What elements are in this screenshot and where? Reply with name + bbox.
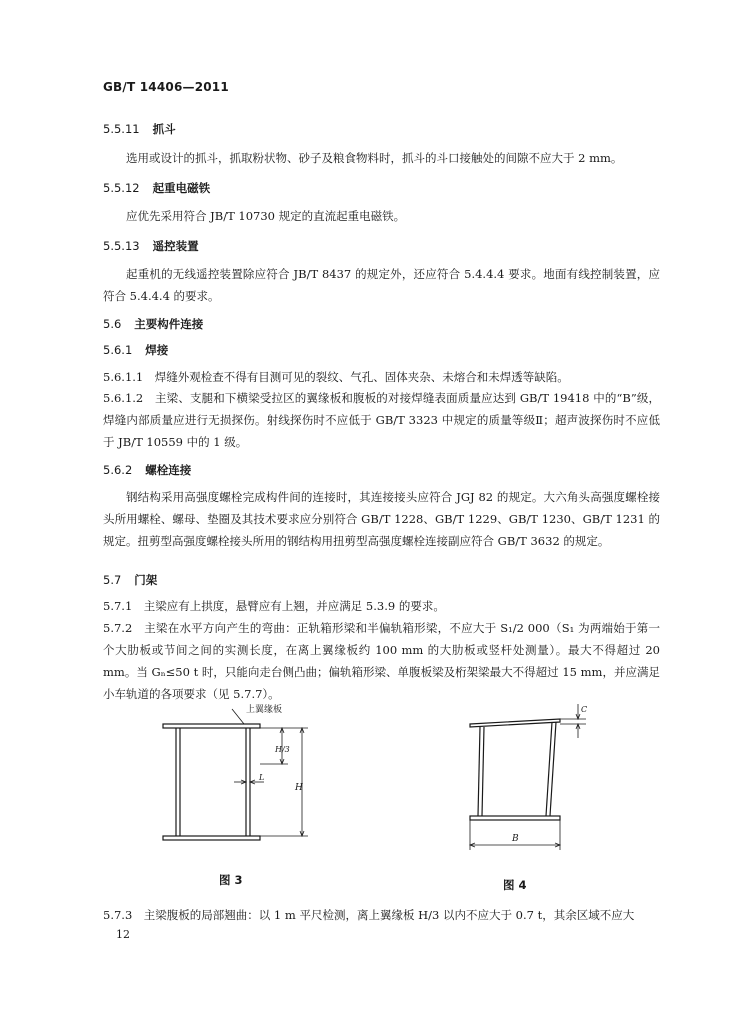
section-number: 5.6.1 <box>103 343 133 357</box>
label-h-third: H/3 <box>275 745 290 754</box>
label-h: H <box>295 783 303 793</box>
label-l: L <box>259 773 265 782</box>
tilted-top-flange <box>470 719 560 727</box>
section-number: 5.5.13 <box>103 239 140 253</box>
section-title: 门架 <box>134 573 158 587</box>
bottom-flange <box>470 816 560 820</box>
section-number: 5.6.2 <box>103 463 133 477</box>
section-title: 主要构件连接 <box>134 317 204 331</box>
paragraph-grab: 选用或设计的抓斗，抓取粉状物、砂子及粮食物料时，抓斗的斗口接触处的间隙不应大于 2 mm。 <box>126 151 623 165</box>
label-b: B <box>512 834 519 844</box>
figure-3-caption: 图 3 <box>219 873 243 887</box>
section-heading-5-6 <box>103 316 203 332</box>
paragraph-horizontal-bending: 5.7.2 主梁在水平方向产生的弯曲：正轨箱形梁和半偏轨箱形梁，不应大于 S₁/2 000（S₁ 为两端始于第一个大肋板或节间之间的实测长度，在离上翼缘板约 100 mm 的大肋板或竖杆处测量）。最大不得超过 20 mm。当 Gₙ≤50 t 时，只能向走台侧凸曲；偏轨箱形梁、单腹板梁及桁架梁最大不得超过 15 mm，并应满足小车轨道的各项要求（见 5.7.7）。 <box>103 621 660 701</box>
paragraph-camber: 5.7.1 主梁应有上拱度，悬臂应有上翘，并应满足 5.3.9 的要求。 <box>103 599 445 613</box>
bottom-flange <box>163 836 260 840</box>
section-number: 5.5.11 <box>103 122 140 136</box>
label-c: C <box>581 705 588 714</box>
figure-4-diagram <box>460 700 600 865</box>
section-number: 5.5.12 <box>103 181 140 195</box>
section-number: 5.7 <box>103 573 122 587</box>
section-heading-5-7 <box>103 572 157 588</box>
standard-header: GB/T 14406—2011 <box>103 80 229 94</box>
paragraph-remote-control: 起重机的无线遥控装置除应符合 JB/T 8437 的规定外，还应符合 5.4.4.4 要求。地面有线控制装置，应符合 5.4.4.4 的要求。 <box>103 267 660 303</box>
left-web <box>478 727 480 816</box>
paragraph-weld-appearance: 5.6.1.1 焊缝外观检查不得有目测可见的裂纹、气孔、固体夹杂、未熔合和未焊透等缺陷。 <box>103 370 569 384</box>
paragraph-bolt-connection: 钢结构采用高强度螺栓完成构件间的连接时，其连接接头应符合 JGJ 82 的规定。大六角头高强度螺栓接头所用螺栓、螺母、垫圈及其技术要求应分别符合 GB/T 1228、GB/T 1229、GB/T 1230、GB/T 1231 的规定。扭剪型高强度螺栓接头所用的钢结构用扭剪型高强度螺栓连接副应符合 GB/T 3632 的规定。 <box>103 490 660 548</box>
section-heading-5-6-1 <box>103 342 168 358</box>
label-top-flange: 上翼缘板 <box>246 705 283 715</box>
paragraph-weld-quality: 5.6.1.2 主梁、支腿和下横梁受拉区的翼缘板和腹板的对接焊缝表面质量应达到 GB/T 19418 中的“B”级，焊缝内部质量应进行无损探伤。射线探伤时不应低于 GB/T 3323 中规定的质量等级Ⅱ；超声波探伤时不应低于 JB/T 10559 中的 1 级。 <box>103 391 660 449</box>
section-title: 遥控装置 <box>152 239 199 253</box>
section-heading-5-5-13 <box>103 238 199 254</box>
section-title: 起重电磁铁 <box>152 181 211 195</box>
section-number: 5.6 <box>103 317 122 331</box>
section-heading-5-5-12 <box>103 180 210 196</box>
paragraph-electromagnet: 应优先采用符合 JB/T 10730 规定的直流起重电磁铁。 <box>126 209 406 223</box>
tilted-girder-section <box>470 719 560 820</box>
figure-3-diagram <box>160 700 320 865</box>
page-number: 12 <box>116 928 130 941</box>
section-title: 抓斗 <box>152 122 176 136</box>
section-heading-5-5-11 <box>103 121 176 137</box>
figure-4-caption: 图 4 <box>503 878 527 892</box>
section-heading-5-6-2 <box>103 462 191 478</box>
section-title: 螺栓连接 <box>145 463 192 477</box>
paragraph-web-warping: 5.7.3 主梁腹板的局部翘曲：以 1 m 平尺检测，离上翼缘板 H/3 以内不应大于 0.7 t，其余区域不应大 <box>103 908 635 922</box>
top-flange <box>163 724 260 728</box>
section-title: 焊接 <box>145 343 169 357</box>
